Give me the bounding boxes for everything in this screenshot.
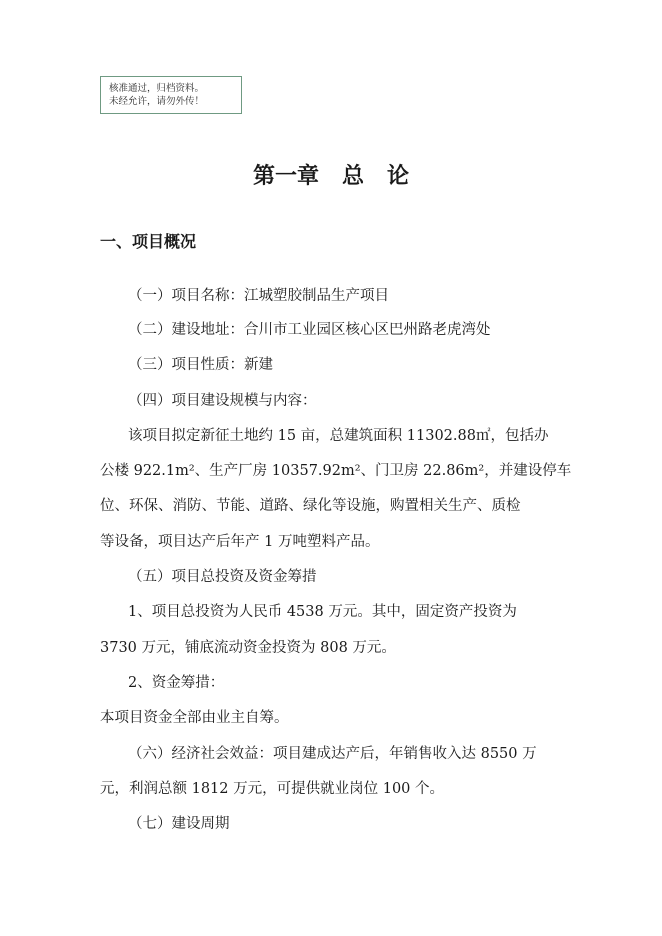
scale-paragraph-line-4: 等设备，项目达产后年产 1 万吨塑料产品。 <box>100 534 380 550</box>
scale-paragraph-line-2: 公楼 922.1m²、生产厂房 10357.92m²、门卫房 22.86m²，并建设停车 <box>100 463 572 479</box>
item-project-scale-heading: （四）项目建设规模与内容： <box>128 393 317 409</box>
funding-body: 本项目资金全部由业主自筹。 <box>100 710 289 726</box>
archive-stamp <box>100 76 242 114</box>
benefit-line-2: 元，利润总额 1812 万元，可提供就业岗位 100 个。 <box>100 781 445 797</box>
item-project-nature: （三）项目性质：新建 <box>128 357 273 373</box>
scale-paragraph-line-1: 该项目拟定新征土地约 15 亩，总建筑面积 11302.88㎡，包括办 <box>128 428 549 444</box>
chapter-title: 第一章 总 论 <box>253 164 409 189</box>
stamp-line-2: 未经允许，请勿外传！ <box>109 96 205 107</box>
investment-line-1: 1、项目总投资为人民币 4538 万元。其中，固定资产投资为 <box>128 604 517 620</box>
funding-heading: 2、资金筹措： <box>128 675 225 691</box>
investment-line-2: 3730 万元，铺底流动资金投资为 808 万元。 <box>100 640 396 656</box>
item-construction-period: （七）建设周期 <box>128 816 230 832</box>
section-heading: 一、项目概况 <box>100 232 197 251</box>
item-project-address: （二）建设地址：合川市工业园区核心区巴州路老虎湾处 <box>128 322 491 338</box>
stamp-line-1: 核准通过，归档资料。 <box>109 83 205 94</box>
benefit-line-1: （六）经济社会效益：项目建成达产后，年销售收入达 8550 万 <box>128 746 537 762</box>
scale-paragraph-line-3: 位、环保、消防、节能、道路、绿化等设施，购置相关生产、质检 <box>100 498 521 514</box>
item-project-name: （一）项目名称：江城塑胶制品生产项目 <box>128 288 389 304</box>
item-investment-heading: （五）项目总投资及资金筹措 <box>128 569 317 585</box>
